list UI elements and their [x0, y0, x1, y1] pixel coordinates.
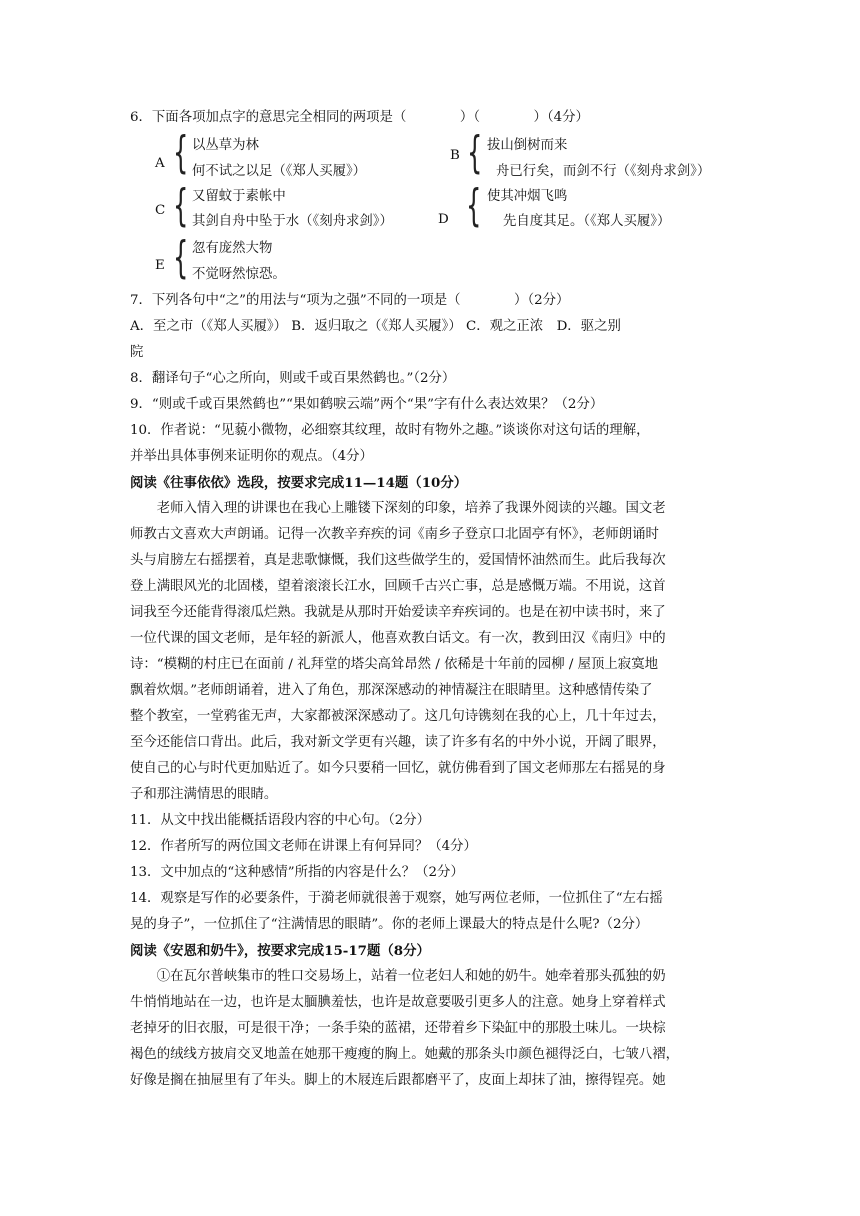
q6-option-d-letter: D: [438, 212, 449, 227]
passage-line: 整个教室，一堂鸦雀无声，大家都被深深感动了。这几句诗镌刻在我的心上，几十年过去，: [130, 709, 666, 724]
section-heading-wangshi: 阅读《往事依依》选段，按要求完成11—14题（10分）: [130, 475, 468, 491]
q6-option-e-line1: 忽有庞然大物: [192, 241, 273, 256]
q6-option-a-line1: 以丛草为林: [192, 138, 259, 153]
q6-option-b-line2: 舟已行矣，而剑不行（《刻舟求剑》）: [496, 164, 711, 179]
q6-option-d-line1: 使其冲烟飞鸣: [487, 189, 568, 204]
passage-line: 子和那注满情思的眼睛。: [130, 787, 278, 802]
q6-option-a-line2: 何不试之以足（《郑人买履》）: [192, 164, 367, 179]
passage-line: 师教古文喜欢大声朗诵。记得一次教辛弃疾的词《南乡子登京口北固亭有怀》，老师朗诵时: [130, 527, 659, 542]
q14-stem-cont: 晃的身子”，一位抓住了“注满情思的眼睛”。你的老师上课最大的特点是什么呢?（2分）: [130, 917, 649, 932]
q6-option-c-letter: C: [155, 203, 166, 218]
passage-line: 好像是搁在抽屉里有了年头。脚上的木屐连后跟都磨平了，皮面上却抹了油，擦得锃亮。她: [130, 1073, 666, 1088]
passage-line: 飘着炊烟。”老师朗诵着，进入了角色，那深深感动的神情凝注在眼睛里。这种感情传染了: [130, 683, 653, 698]
q8-stem: 8．翻译句子“心之所向，则或千或百果然鹤也。”（2分）: [130, 371, 456, 386]
passage-line: 头与肩膀左右摇摆着，真是悲歌慷慨，我们这些做学生的，爱国情怀油然而生。此后我每次: [130, 553, 666, 568]
q6-option-e-letter: E: [155, 258, 165, 273]
q7-stem: 7．下列各句中“之”的用法与“项为之强”不同的一项是（ ）（2分）: [130, 293, 570, 308]
q6-option-b-line1: 拔山倒树而来: [487, 138, 568, 153]
q9-stem: 9．“则或千或百果然鹤也”“果如鹤唳云端”两个“果”字有什么表达效果？（2分）: [130, 397, 604, 412]
passage-line: 老师入情入理的讲课也在我心上雕镂下深刻的印象，培养了我课外阅读的兴趣。国文老: [130, 501, 666, 516]
q7-options: A．至之市（《郑人买履》） B．返归取之（《郑人买履》） C．观之正浓 D．驱之别: [130, 319, 621, 334]
q6-option-b-letter: B: [450, 148, 460, 163]
q14-stem: 14．观察是写作的必要条件，于漪老师就很善于观察，她写两位老师，一位抓住了“左右摇: [130, 891, 663, 906]
brace-d: {: [466, 180, 482, 231]
q10-stem: 10．作者说：“见藐小微物，必细察其纹理，故时有物外之趣。”谈谈你对这句话的理解，: [130, 423, 650, 438]
passage-line: 褐色的绒线方披肩交叉地盖在她那干瘦瘦的胸上。她戴的那条头巾颜色褪得泛白，七皱八褶，: [130, 1047, 680, 1062]
q6-option-c-line2: 其剑自舟中坠于水（《刻舟求剑》）: [192, 214, 393, 229]
q6-option-a-letter: A: [155, 156, 165, 171]
passage-line: 至今还能信口背出。此后，我对新文学更有兴趣，读了许多有名的中外小说，开阔了眼界，: [130, 735, 666, 750]
brace-e: {: [173, 232, 189, 283]
q10-stem-cont: 并举出具体事例来证明你的观点。（4分）: [130, 449, 373, 464]
q11-stem: 11．从文中找出能概括语段内容的中心句。（2分）: [130, 813, 431, 828]
q7-options-cont: 院: [130, 345, 144, 360]
passage-line: 牛悄悄地站在一边，也许是太腼腆羞怯，也许是故意要吸引更多人的注意。她身上穿着样式: [130, 995, 666, 1010]
passage-line: 诗：“模糊的村庄已在面前 / 礼拜堂的塔尖高耸昂然 / 依稀是十年前的园柳 / 屋顶上寂寞地: [130, 657, 658, 672]
q12-stem: 12．作者所写的两位国文老师在讲课上有何异同？（4分）: [130, 839, 477, 854]
brace-c: {: [173, 180, 189, 231]
section-heading-anen: 阅读《安恩和奶牛》，按要求完成15-17题（8分）: [130, 943, 430, 959]
q6-stem: 6．下面各项加点字的意思完全相同的两项是（ ）（ ）（4分）: [130, 110, 589, 125]
passage-line: ①在瓦尔普峡集市的牲口交易场上，站着一位老妇人和她的奶牛。她牵着那头孤独的奶: [130, 969, 666, 984]
passage-line: 一位代课的国文老师，是年轻的新派人，他喜欢教白话文。有一次，教到田汉《南归》中的: [130, 631, 666, 646]
passage-line: 老掉牙的旧衣服，可是很干净；一条手染的蓝裙，还带着乡下染缸中的那股土味儿。一块棕: [130, 1021, 666, 1036]
q6-option-c-line1: 又留蚊于素帐中: [192, 189, 286, 204]
q6-option-d-line2: 先自度其足。（《郑人买履》）: [503, 214, 671, 229]
passage-line: 词我至今还能背得滚瓜烂熟。我就是从那时开始爱读辛弃疾词的。也是在初中读书时，来了: [130, 605, 666, 620]
q13-stem: 13．文中加点的“这种感情”所指的内容是什么？（2分）: [130, 865, 464, 880]
brace-b: {: [467, 127, 483, 178]
brace-a: {: [173, 127, 189, 178]
passage-line: 使自己的心与时代更加贴近了。如今只要稍一回忆，就仿佛看到了国文老师那左右摇晃的身: [130, 761, 666, 776]
passage-line: 登上满眼风光的北固楼，望着滚滚长江水，回顾千古兴亡事，总是感慨万端。不用说，这首: [130, 579, 666, 594]
q6-option-e-line2: 不觉呀然惊恐。: [192, 267, 286, 282]
